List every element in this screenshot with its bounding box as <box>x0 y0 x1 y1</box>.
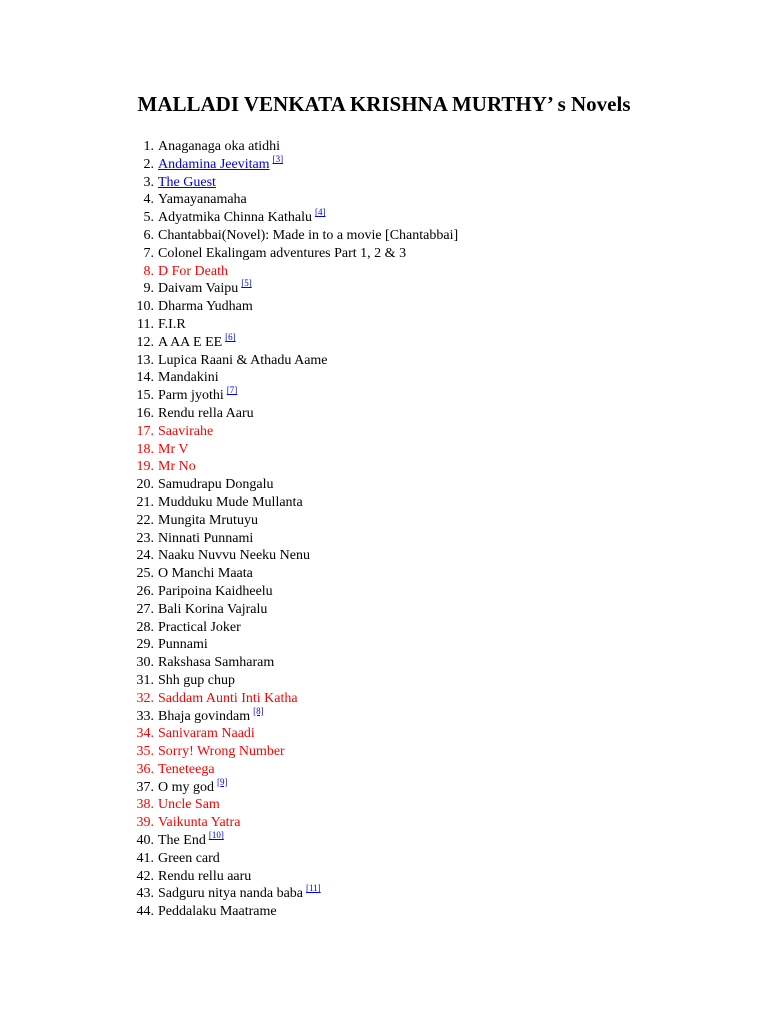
novel-title: Naaku Nuvvu Neeku Nenu <box>158 548 311 564</box>
novel-number: 26. <box>136 583 154 599</box>
reference-link[interactable]: [4] <box>314 207 326 218</box>
novel-number: 22. <box>136 512 154 528</box>
novel-number: 7. <box>143 245 154 261</box>
novel-number: 9. <box>143 281 154 297</box>
novel-title: D For Death <box>158 263 228 279</box>
novel-number: 11. <box>137 316 154 332</box>
novel-number: 33. <box>136 708 154 724</box>
novel-text-wrap <box>158 636 208 654</box>
novel-title: Mr No <box>158 459 196 475</box>
novel-number: 8. <box>143 263 154 279</box>
novel-list-item <box>0 796 768 814</box>
novel-list-item[interactable] <box>0 174 768 192</box>
novel-title: Saavirahe <box>158 423 214 439</box>
novel-number: 42. <box>136 868 154 884</box>
novel-list-item <box>0 476 768 494</box>
novel-number: 21. <box>136 494 154 510</box>
novel-text-wrap <box>158 512 258 530</box>
reference-link[interactable]: [7] <box>226 385 238 396</box>
novel-title: The End <box>158 833 206 849</box>
reference-link[interactable]: [9] <box>217 776 228 787</box>
novel-list-item <box>0 705 768 726</box>
novel-list-item <box>0 619 768 637</box>
novel-title: Mr V <box>158 441 189 457</box>
novel-text-wrap <box>158 423 213 441</box>
novel-text-wrap <box>158 191 247 209</box>
novel-list-item <box>0 227 768 245</box>
novel-title: Samudrapu Dongalu <box>158 477 274 493</box>
novel-list-item <box>0 654 768 672</box>
novel-number: 3. <box>143 174 154 190</box>
reference-link[interactable]: [8] <box>253 705 264 716</box>
novel-text-wrap <box>158 405 254 423</box>
novel-list-item <box>0 743 768 761</box>
novel-number: 37. <box>136 779 154 795</box>
novel-number: 39. <box>136 815 154 831</box>
novel-title-link[interactable]: The Guest <box>158 174 216 190</box>
novel-title: Rendu rellu aaru <box>158 868 252 884</box>
novel-title: Sadguru nitya nanda baba <box>158 886 304 902</box>
novel-number: 34. <box>136 726 154 742</box>
reference-link[interactable]: [6] <box>225 331 236 342</box>
novel-title: O Manchi Maata <box>158 566 253 582</box>
page-title: MALLADI VENKATA KRISHNA MURTHY’ s Novels <box>137 92 631 116</box>
novel-number: 5. <box>143 210 154 226</box>
novel-number: 29. <box>136 637 154 653</box>
novel-number: 43. <box>136 886 154 902</box>
novel-title: Uncle Sam <box>158 797 220 813</box>
novel-list-item <box>0 138 768 156</box>
novel-text-wrap <box>158 441 188 459</box>
novel-text-wrap <box>158 868 251 886</box>
novel-list-item <box>0 263 768 281</box>
novel-text-wrap <box>158 280 252 299</box>
novel-title: Sanivaram Naadi <box>158 726 255 742</box>
novel-list-item <box>0 245 768 263</box>
novel-title: F.I.R <box>158 316 186 332</box>
novel-number: 20. <box>136 477 154 493</box>
novel-number: 41. <box>136 850 154 866</box>
novel-text-wrap <box>158 743 285 761</box>
novel-list-item[interactable] <box>0 153 768 174</box>
novel-title: Adyatmika Chinna Kathalu <box>158 210 312 226</box>
novel-text-wrap <box>158 619 241 637</box>
novel-text-wrap <box>158 245 406 263</box>
novel-text-wrap <box>158 331 236 353</box>
novel-number: 12. <box>136 334 154 350</box>
novel-number: 6. <box>143 227 154 243</box>
novel-title: Mudduku Mude Mullanta <box>158 494 303 510</box>
novel-number: 27. <box>136 601 154 617</box>
novel-text-wrap <box>158 850 220 868</box>
novel-text-wrap <box>158 832 224 851</box>
novel-title: Punnami <box>158 637 208 653</box>
novel-number: 32. <box>136 690 154 706</box>
novel-list-item <box>0 441 768 459</box>
novel-title: Ninnati Punnami <box>158 530 254 546</box>
novel-text-wrap <box>158 796 220 814</box>
novel-number: 28. <box>136 619 154 635</box>
novel-number: 36. <box>136 761 154 777</box>
novel-title: Anaganaga oka atidhi <box>158 139 281 154</box>
novel-text-wrap <box>158 369 219 387</box>
novel-title: Parm jyothi <box>158 388 224 404</box>
novel-title: A AA E EE <box>158 334 223 350</box>
novel-number: 25. <box>136 566 154 582</box>
novel-title: Saddam Aunti Inti Katha <box>158 690 298 706</box>
novel-list-item <box>0 565 768 583</box>
novel-number: 40. <box>136 833 154 849</box>
novel-text-wrap <box>158 601 267 619</box>
novel-title: Vaikunta Yatra <box>158 815 241 831</box>
novel-number: 19. <box>136 459 154 475</box>
novel-list-item <box>0 636 768 654</box>
novel-list-item <box>0 601 768 619</box>
novel-title: O my god <box>158 779 214 795</box>
novel-text-wrap <box>158 776 228 798</box>
novel-title: Teneteega <box>158 761 215 777</box>
novel-title: Chantabbai(Novel): Made in to a movie [Chantabbai] <box>158 227 459 243</box>
novel-number: 17. <box>136 423 154 439</box>
novel-number: 38. <box>136 797 154 813</box>
novel-list-item <box>0 832 768 850</box>
novel-text-wrap <box>158 705 264 727</box>
novel-title: Yamayanamaha <box>158 192 247 208</box>
novel-text-wrap <box>158 494 303 512</box>
novel-text-wrap <box>158 583 273 601</box>
novel-list-item <box>0 316 768 334</box>
novel-title: Paripoina Kaidheelu <box>158 583 273 599</box>
novel-text-wrap <box>158 672 235 690</box>
novel-text-wrap <box>158 885 321 904</box>
reference-link[interactable]: [11] <box>306 883 321 894</box>
novel-list-item <box>0 761 768 779</box>
novel-text-wrap <box>158 352 328 370</box>
novel-title: Daivam Vaipu <box>158 281 239 297</box>
novel-list-item <box>0 690 768 708</box>
novel-text-wrap <box>158 814 240 832</box>
novel-list-item <box>0 191 768 209</box>
novel-list-item <box>0 850 768 868</box>
novel-number: 15. <box>136 388 154 404</box>
novel-text-wrap <box>158 476 273 494</box>
novel-number: 4. <box>143 192 154 208</box>
novel-text-wrap <box>158 690 298 708</box>
novel-list-item <box>0 885 768 903</box>
novel-text-wrap <box>158 458 196 476</box>
novel-text-wrap <box>158 153 284 175</box>
novel-text-wrap <box>158 565 253 583</box>
novel-number: 30. <box>136 655 154 671</box>
novel-number: 13. <box>136 352 154 368</box>
novel-list-item <box>0 387 768 405</box>
novel-number: 16. <box>136 405 154 421</box>
novel-list-item <box>0 814 768 832</box>
novel-number: 35. <box>136 744 154 760</box>
novel-title: Colonel Ekalingam adventures Part 1, 2 & 3 <box>158 245 407 261</box>
novel-text-wrap <box>158 547 310 565</box>
novel-list-item <box>0 209 768 227</box>
novel-text-wrap <box>158 530 253 548</box>
novel-text-wrap <box>158 174 216 192</box>
novel-list-item <box>0 369 768 387</box>
novel-number: 14. <box>136 370 154 386</box>
novel-list-item <box>0 405 768 423</box>
novel-title: Green card <box>158 850 220 866</box>
novel-title: Rakshasa Samharam <box>158 655 275 671</box>
novel-number: 2. <box>143 156 154 172</box>
novel-list-item <box>0 583 768 601</box>
novel-list-item <box>0 494 768 512</box>
novel-list <box>0 138 768 921</box>
novel-list-item <box>0 903 768 921</box>
novel-list-item <box>0 868 768 886</box>
novel-list-item <box>0 776 768 797</box>
novel-title: Lupica Raani & Athadu Aame <box>158 352 328 368</box>
novel-number: 24. <box>136 548 154 564</box>
novel-text-wrap <box>158 263 228 281</box>
novel-title: Sorry! Wrong Number <box>158 744 285 760</box>
reference-link[interactable]: [10] <box>208 830 224 841</box>
novel-number: 10. <box>136 299 154 315</box>
novel-list-item <box>0 530 768 548</box>
novel-number: 23. <box>136 530 154 546</box>
novel-list-item <box>0 458 768 476</box>
novel-list-item <box>0 298 768 316</box>
novel-number: 1. <box>143 139 154 154</box>
novel-list-item <box>0 672 768 690</box>
novel-list-item <box>0 512 768 530</box>
reference-link[interactable]: [5] <box>241 278 252 289</box>
novel-text-wrap <box>158 387 237 406</box>
novel-list-item <box>0 352 768 370</box>
novel-list-item <box>0 280 768 298</box>
novel-list-item <box>0 423 768 441</box>
novel-text-wrap <box>158 298 253 316</box>
novel-title: Mungita Mrutuyu <box>158 512 258 528</box>
novel-title: Mandakini <box>158 370 219 386</box>
novel-title: Rendu rella Aaru <box>158 405 254 421</box>
novel-list-item <box>0 331 768 352</box>
novel-list-item <box>0 547 768 565</box>
novel-text-wrap <box>158 903 277 921</box>
novel-text-wrap <box>158 227 458 245</box>
novel-title: Bhaja govindam <box>158 708 251 724</box>
novel-text-wrap <box>158 209 325 228</box>
novel-text-wrap <box>158 761 215 779</box>
novel-text-wrap <box>158 316 186 334</box>
novel-title: Bali Korina Vajralu <box>158 601 268 617</box>
novel-text-wrap <box>158 138 280 156</box>
novel-title: Practical Joker <box>158 619 241 635</box>
novel-text-wrap <box>158 725 255 743</box>
novel-title: Peddalaku Maatrame <box>158 904 277 920</box>
novel-list-item <box>0 725 768 743</box>
novel-number: 31. <box>136 672 154 688</box>
novel-title: Dharma Yudham <box>158 299 253 315</box>
novel-title-link[interactable]: Andamina Jeevitam <box>158 156 270 172</box>
reference-link[interactable]: [3] <box>272 153 284 164</box>
novel-number: 44. <box>136 904 154 920</box>
novel-title: Shh gup chup <box>158 672 235 688</box>
novel-number: 18. <box>136 441 154 457</box>
novel-text-wrap <box>158 654 274 672</box>
